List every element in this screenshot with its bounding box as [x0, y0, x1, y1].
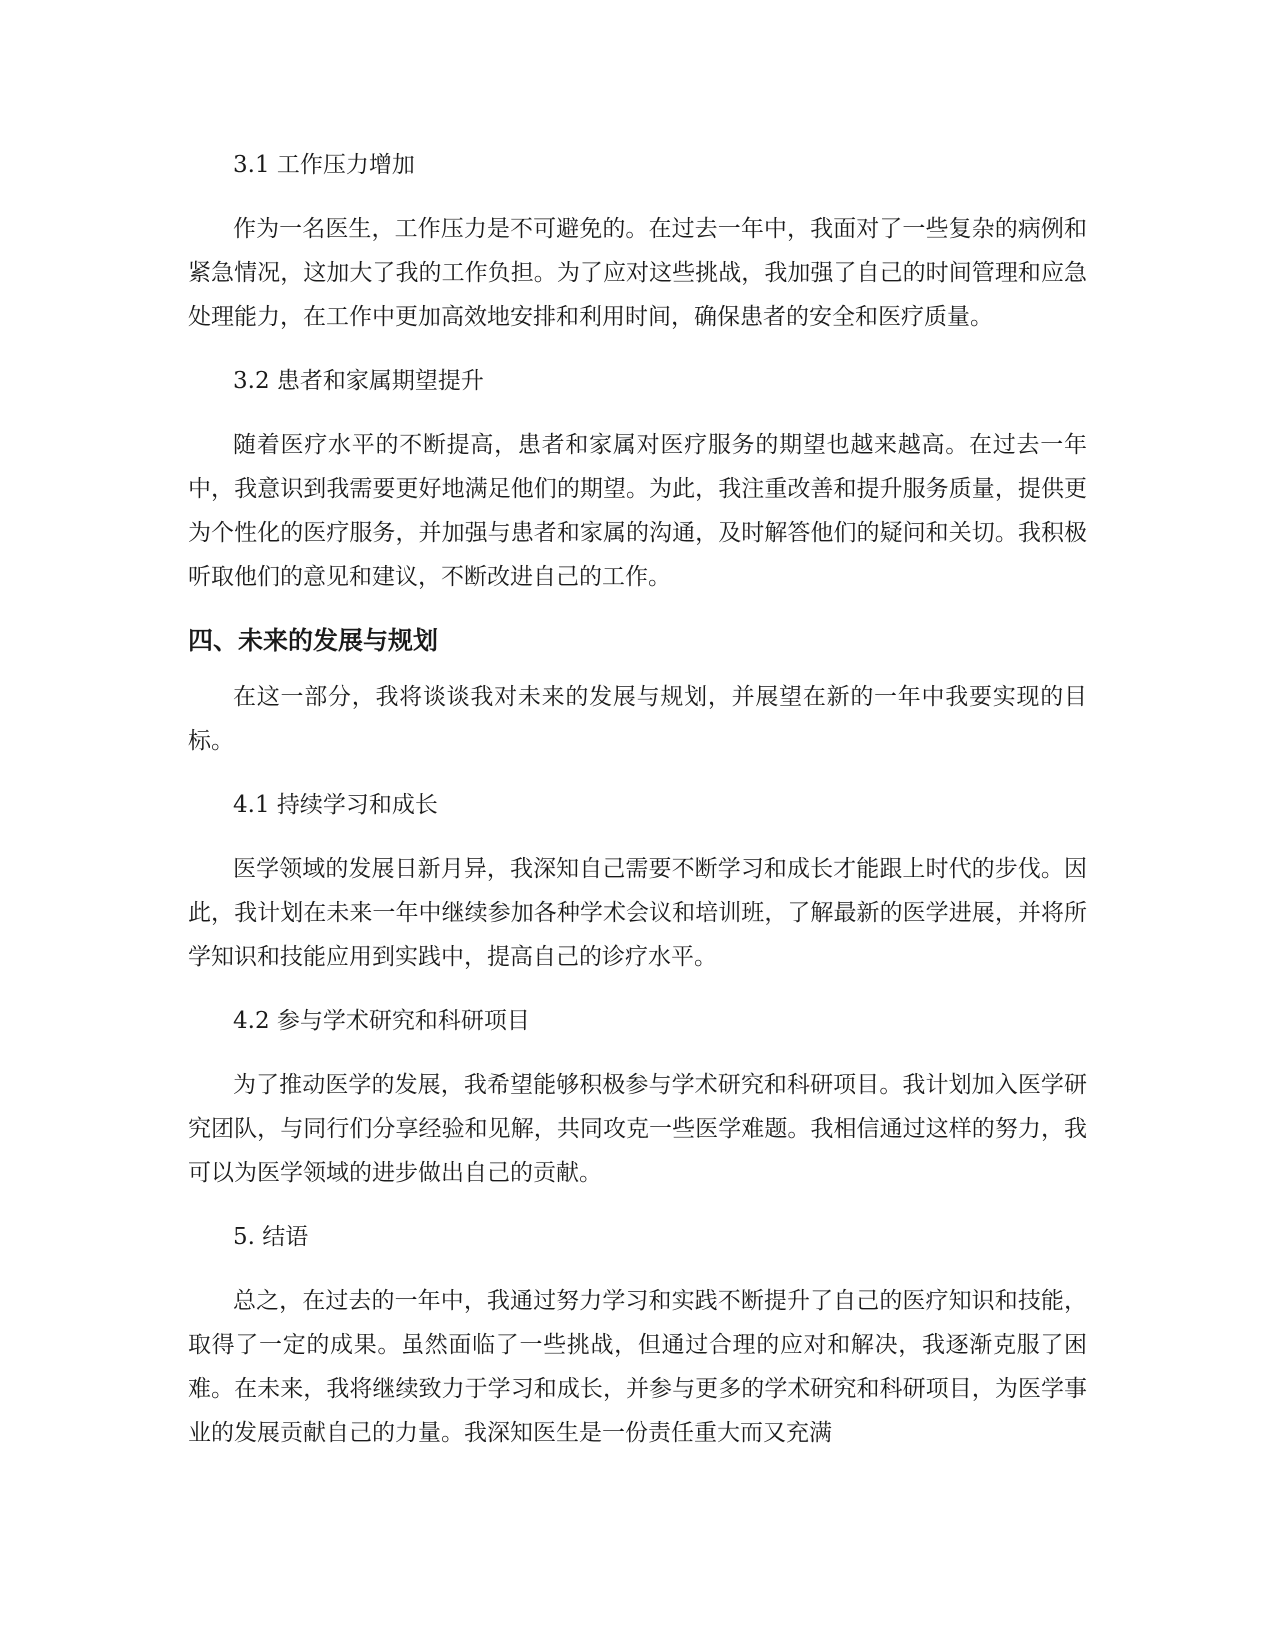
- paragraph-work-pressure: 作为一名医生，工作压力是不可避免的。在过去一年中，我面对了一些复杂的病例和紧急情况，这加大了我的工作负担。为了应对这些挑战，我加强了自己的时间管理和应急处理能力，在工作中更加高效地安排和利用时间，确保患者的安全和医疗质量。: [188, 216, 1087, 330]
- paragraph-conclusion: 总之，在过去的一年中，我通过努力学习和实践不断提升了自己的医疗知识和技能，取得了一定的成果。虽然面临了一些挑战，但通过合理的应对和解决，我逐渐克服了困难。在未来，我将继续致力于学习和成长，并参与更多的学术研究和科研项目，为医学事业的发展贡献自己的力量。我深知医生是一份责任重大而又充满: [188, 1288, 1087, 1446]
- subsection-title-4-2: 4.2 参与学术研究和科研项目: [233, 1008, 530, 1034]
- section-heading-4: 四、未来的发展与规划: [188, 626, 439, 655]
- subsection-title-5: 5. 结语: [233, 1224, 309, 1250]
- document-body: [188, 143, 1087, 1475]
- subsection-title-3-2: 3.2 患者和家属期望提升: [233, 368, 484, 394]
- paragraph-continuous-learning: 医学领域的发展日新月异，我深知自己需要不断学习和成长才能跟上时代的步伐。因此，我计划在未来一年中继续参加各种学术会议和培训班，了解最新的医学进展，并将所学知识和技能应用到实践中，提高自己的诊疗水平。: [188, 856, 1087, 970]
- paragraph-section-4-intro: 在这一部分，我将谈谈我对未来的发展与规划，并展望在新的一年中我要实现的目标。: [188, 684, 1087, 754]
- paragraph-patient-expectations: 随着医疗水平的不断提高，患者和家属对医疗服务的期望也越来越高。在过去一年中，我意识到我需要更好地满足他们的期望。为此，我注重改善和提升服务质量，提供更为个性化的医疗服务，并加强与患者和家属的沟通，及时解答他们的疑问和关切。我积极听取他们的意见和建议，不断改进自己的工作。: [188, 432, 1087, 590]
- subsection-title-3-1: 3.1 工作压力增加: [233, 152, 415, 178]
- subsection-title-4-1: 4.1 持续学习和成长: [233, 792, 438, 818]
- paragraph-academic-research: 为了推动医学的发展，我希望能够积极参与学术研究和科研项目。我计划加入医学研究团队，与同行们分享经验和见解，共同攻克一些医学难题。我相信通过这样的努力，我可以为医学领域的进步做出自己的贡献。: [188, 1072, 1087, 1186]
